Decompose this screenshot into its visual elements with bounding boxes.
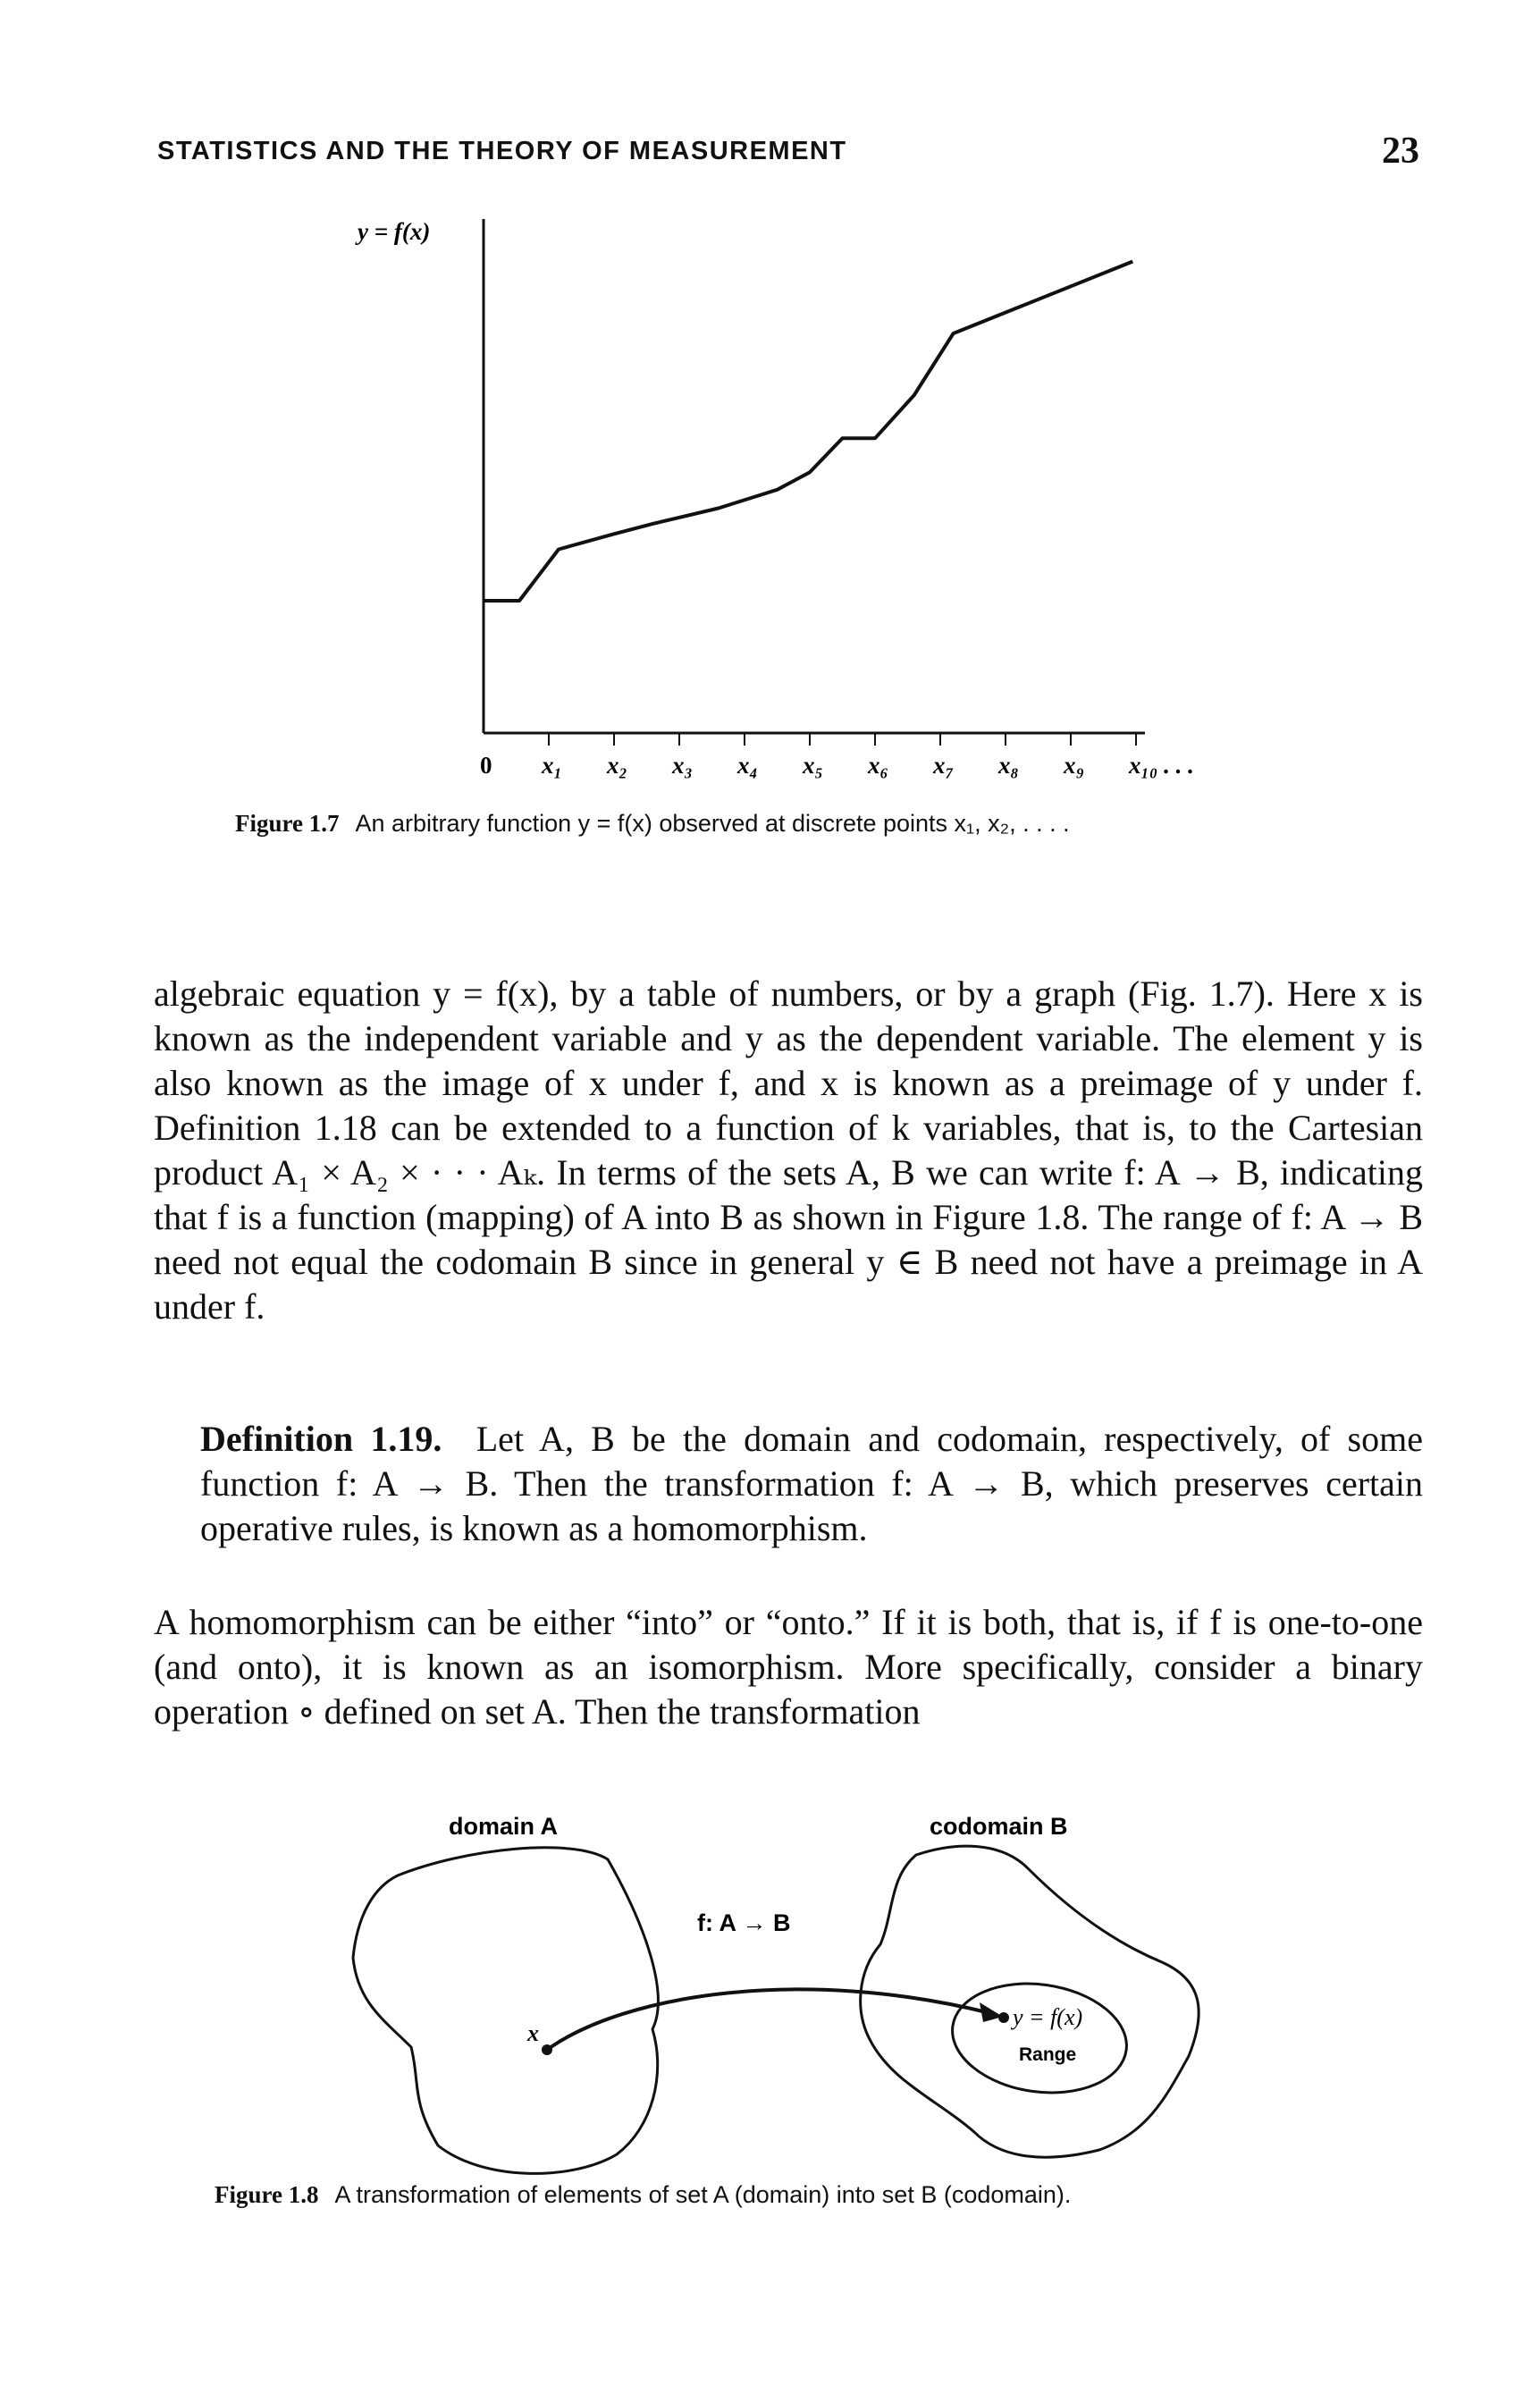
element-x-label: x bbox=[527, 2020, 539, 2046]
range-ellipse bbox=[946, 1973, 1134, 2103]
x-tick-label: x₂ bbox=[607, 752, 627, 779]
x-tick-label: 0 bbox=[480, 752, 492, 779]
mapping-label: f: A → B bbox=[697, 1909, 791, 1936]
codomain-label: codomain B bbox=[930, 1813, 1068, 1840]
image-y-point bbox=[998, 2012, 1009, 2023]
x-tick-label: x₁ bbox=[542, 752, 562, 779]
domain-set-outline bbox=[353, 1848, 658, 2174]
x-tick-label: x₇ bbox=[933, 752, 954, 779]
figure-1-7-caption-text: An arbitrary function y = f(x) observed at discrete points x₁, x₂, . . . . bbox=[355, 810, 1070, 837]
domain-label: domain A bbox=[449, 1813, 559, 1840]
definition-label: Definition 1.19. bbox=[200, 1419, 442, 1459]
x-tick-label: x₁₀ . . . bbox=[1129, 752, 1194, 779]
x-tick-label: x₆ bbox=[868, 752, 888, 779]
figure-1-7-caption-label: Figure 1.7 bbox=[235, 810, 340, 837]
x-tick-label: x₄ bbox=[737, 752, 758, 779]
image-label: y = f(x) bbox=[1013, 2004, 1083, 2030]
mapping-arrow bbox=[547, 1989, 990, 2050]
range-label: Range bbox=[1019, 2044, 1077, 2065]
x-tick-label: x₅ bbox=[803, 752, 823, 779]
y-axis-label: y = f(x) bbox=[358, 218, 431, 245]
paragraph-1-text: algebraic equation y = f(x), by a table of numbers, or by a graph (Fig. 1.7). Here x is known as the independent variable and y as the dependent variable. The element y is also known as the image of x under f, and x is known as a preimage of y under f. Definition 1.18 can be extended to a function of k variables, that is, to the Cartesian product A₁ × A₂ × · · · Aₖ. In terms of the sets A, B we can write f: A → B, indicating that f is a function (mapping) of A into B as shown in Figure 1.8. The range of f: A → B need not equal the codomain B since in general y ∈ B need not have a preimage in A under f. bbox=[154, 973, 1423, 1327]
definition-text: Let A, B be the domain and codomain, respectively, of some function f: A → B. Then the transformation f: A → B, which preserves certain operative rules, is known as a homomorphism. bbox=[200, 1419, 1423, 1548]
figure-1-8-caption-text: A transformation of elements of set A (domain) into set B (codomain). bbox=[334, 2181, 1072, 2208]
page-number: 23 bbox=[1382, 131, 1419, 172]
x-tick-label: x₃ bbox=[672, 752, 693, 779]
codomain-set-outline bbox=[861, 1846, 1199, 2157]
x-tick-label: x₈ bbox=[998, 752, 1019, 779]
element-x-point bbox=[542, 2044, 552, 2055]
figure-1-8-caption bbox=[215, 2181, 1071, 2209]
paragraph-2-text: A homomorphism can be either “into” or “onto.” If it is both, that is, if f is one-to-one (and onto), it is known as an isomorphism. More specifically, consider a binary operation ∘ defined on set A. Then the transformation bbox=[154, 1602, 1423, 1732]
x-tick-label: x₉ bbox=[1064, 752, 1084, 779]
figure-1-8-caption-label: Figure 1.8 bbox=[215, 2181, 319, 2208]
running-head: STATISTICS AND THE THEORY OF MEASUREMENT bbox=[157, 137, 847, 165]
